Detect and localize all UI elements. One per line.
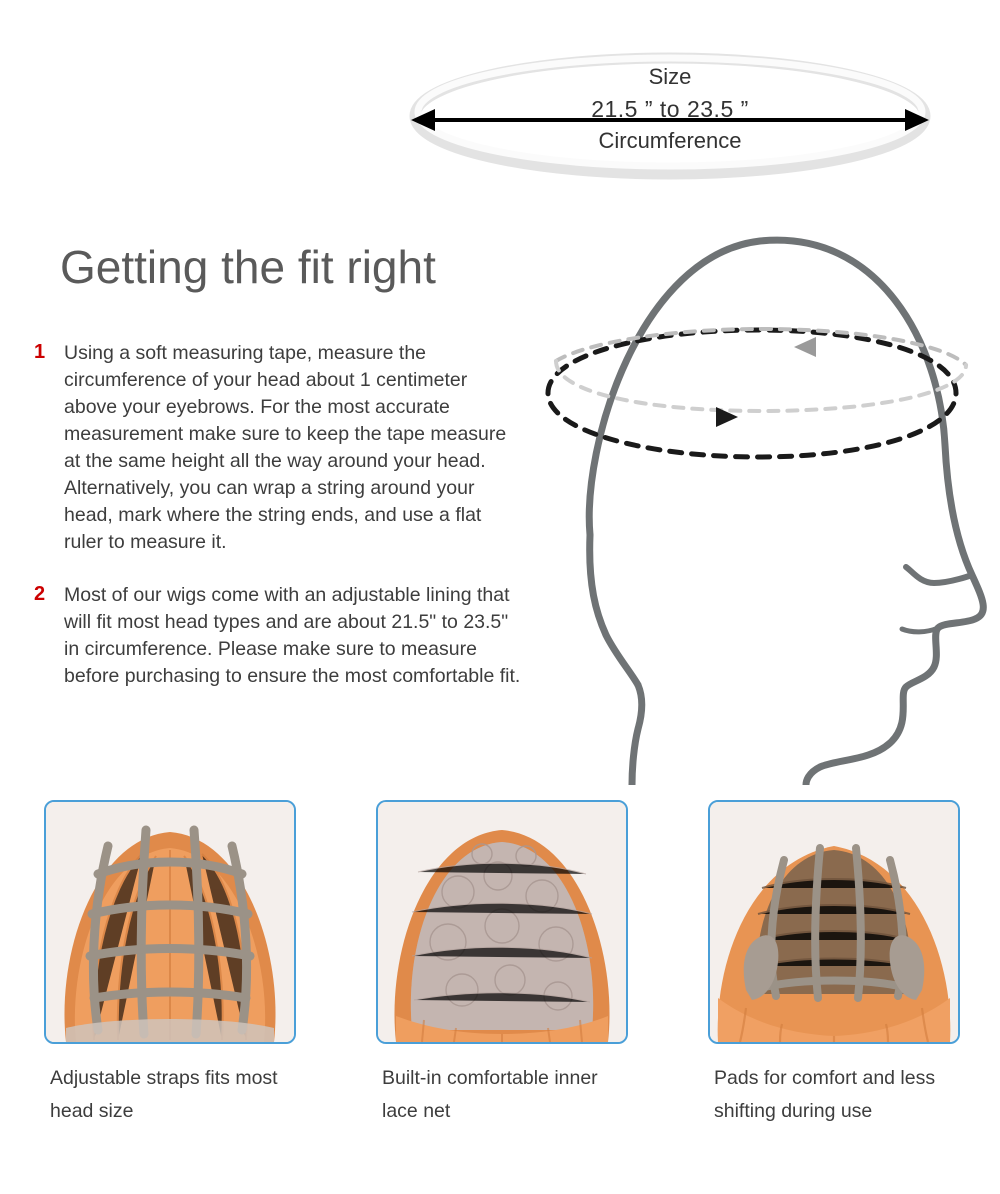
wig-cap-lace-icon — [378, 802, 626, 1042]
steps-list — [34, 340, 524, 716]
step-number: 2 — [34, 583, 46, 605]
step-text: Most of our wigs come with an adjustable lining that will fit most head types and are about 21.5" to 23.5" in circumference. Please make sure to measure before purchasing to ensure the most comfortable fit. — [64, 584, 521, 687]
size-label-range: 21.5 ” to 23.5 ” — [591, 96, 749, 122]
feature-caption: Adjustable straps fits most head size — [50, 1067, 278, 1122]
step-number: 1 — [34, 341, 46, 363]
wig-cap-pads-image — [708, 800, 960, 1044]
head-measurement-diagram — [520, 215, 1000, 785]
feature-card — [376, 800, 624, 1140]
head-profile-icon — [520, 215, 1000, 785]
list-item — [34, 340, 524, 556]
wig-cap-lace-image — [376, 800, 628, 1044]
size-label-title: Size — [648, 64, 692, 89]
step-text: Using a soft measuring tape, measure the circumference of your head about 1 centimeter above your eyebrows. For the most accurate measurement make sure to keep the tape measure at the same height all the way around your head. Alternatively, you can wrap a string around your head, mark where the string ends, and use a flat ruler to measure it. — [64, 342, 507, 553]
list-item — [34, 582, 524, 690]
feature-caption: Pads for comfort and less shifting during use — [714, 1067, 936, 1122]
wig-cap-pads-icon — [710, 802, 958, 1042]
feature-card — [44, 800, 292, 1140]
feature-card — [708, 800, 956, 1140]
wig-cap-straps-image — [44, 800, 296, 1044]
wig-cap-straps-icon — [46, 802, 294, 1042]
feature-caption: Built-in comfortable inner lace net — [382, 1067, 598, 1122]
page-title: Getting the fit right — [60, 241, 436, 293]
size-ring-diagram — [405, 48, 935, 188]
size-label-circumference: Circumference — [598, 128, 742, 153]
feature-cards — [0, 800, 1000, 1140]
